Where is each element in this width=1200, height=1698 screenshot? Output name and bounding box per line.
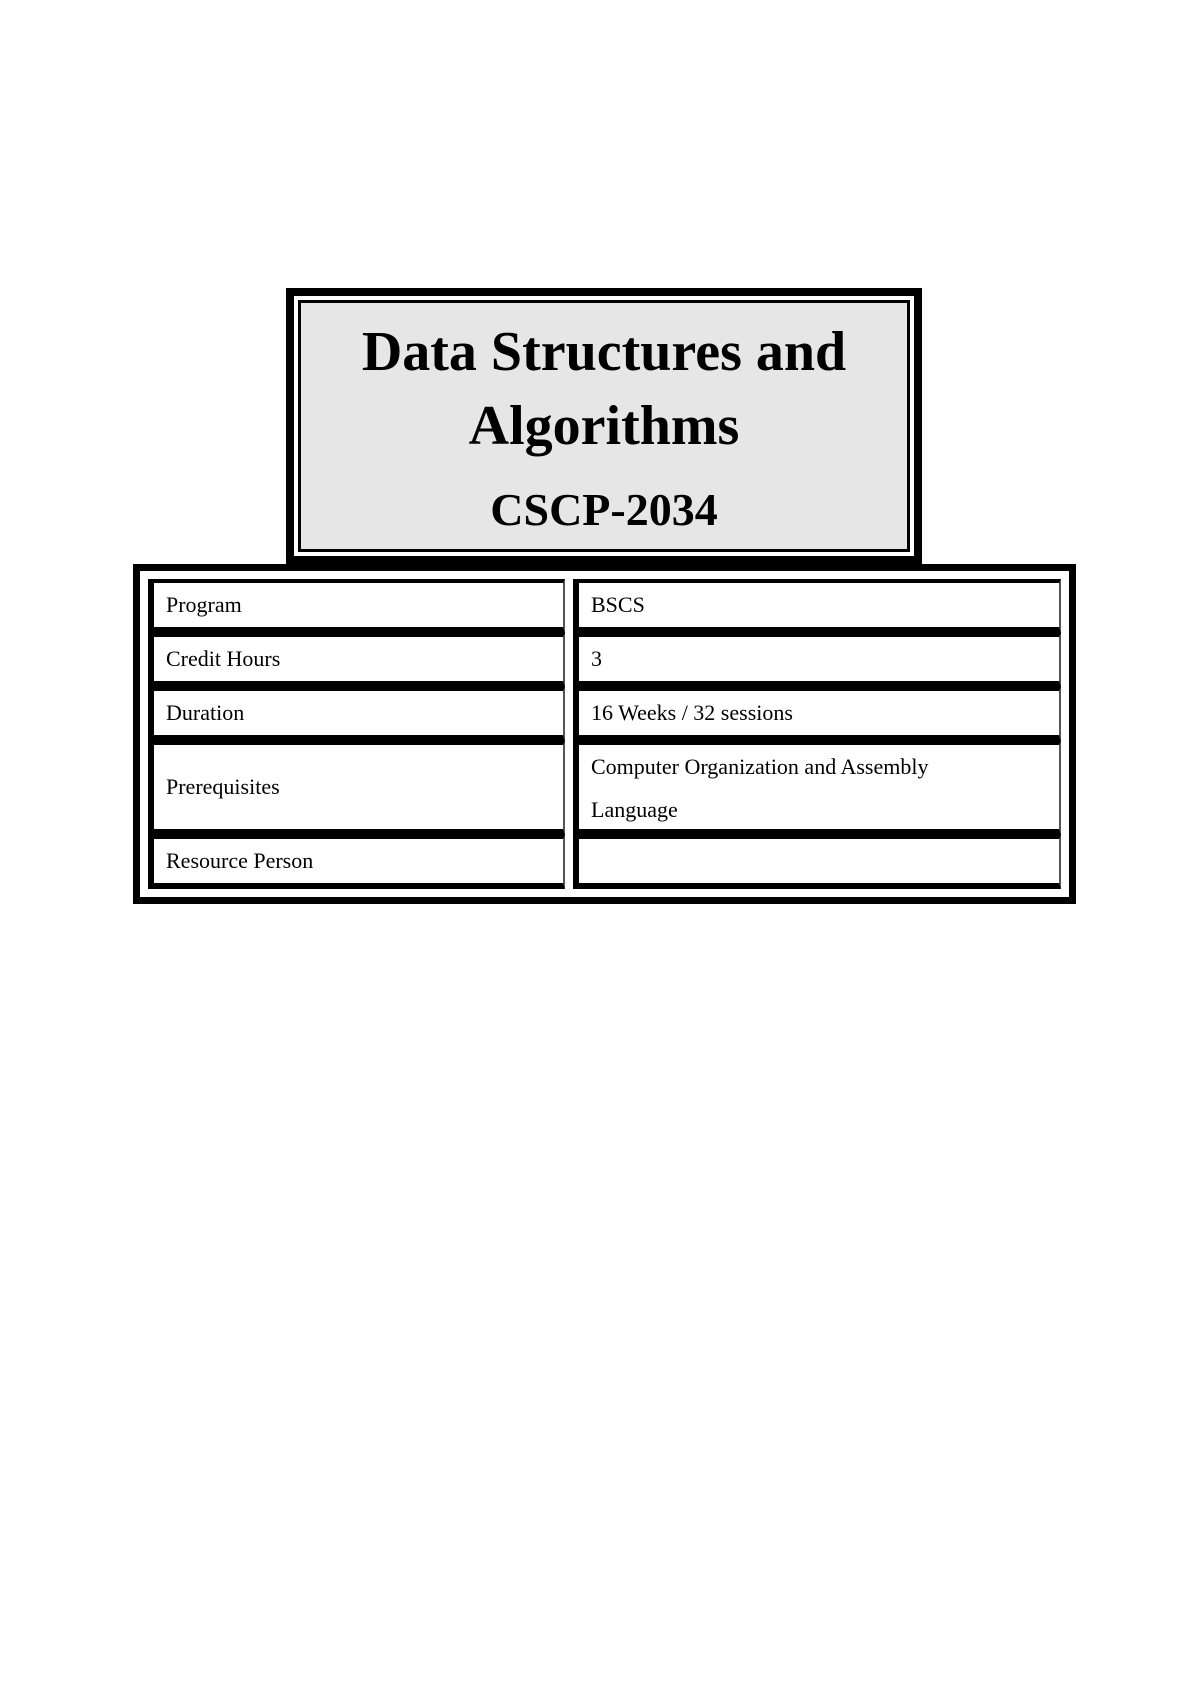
course-title-panel — [298, 300, 910, 552]
course-code: CSCP-2034 — [490, 484, 718, 535]
value-program: BSCS — [573, 579, 1061, 633]
label-credit-hours: Credit Hours — [148, 633, 565, 687]
table-row-duration — [148, 687, 1061, 741]
label-resource-person: Resource Person — [148, 835, 565, 889]
value-resource-person — [573, 835, 1061, 889]
value-prerequisites-line-2: Language — [591, 797, 678, 822]
value-duration: 16 Weeks / 32 sessions — [573, 687, 1061, 741]
course-title-line-2: Algorithms — [468, 395, 740, 457]
course-title — [321, 315, 887, 463]
table-row-program — [148, 579, 1061, 633]
course-title-line-1: Data Structures and — [361, 321, 847, 383]
label-duration: Duration — [148, 687, 565, 741]
label-prerequisites: Prerequisites — [148, 741, 565, 835]
value-prerequisites — [573, 741, 1061, 835]
value-prerequisites-line-1: Computer Organization and Assembly — [591, 754, 929, 779]
course-title-box — [286, 288, 922, 564]
value-credit-hours: 3 — [573, 633, 1061, 687]
table-row-resource-person — [148, 835, 1061, 889]
course-details-table — [133, 564, 1076, 904]
label-program: Program — [148, 579, 565, 633]
table-row-credit-hours — [148, 633, 1061, 687]
table-row-prerequisites — [148, 741, 1061, 835]
